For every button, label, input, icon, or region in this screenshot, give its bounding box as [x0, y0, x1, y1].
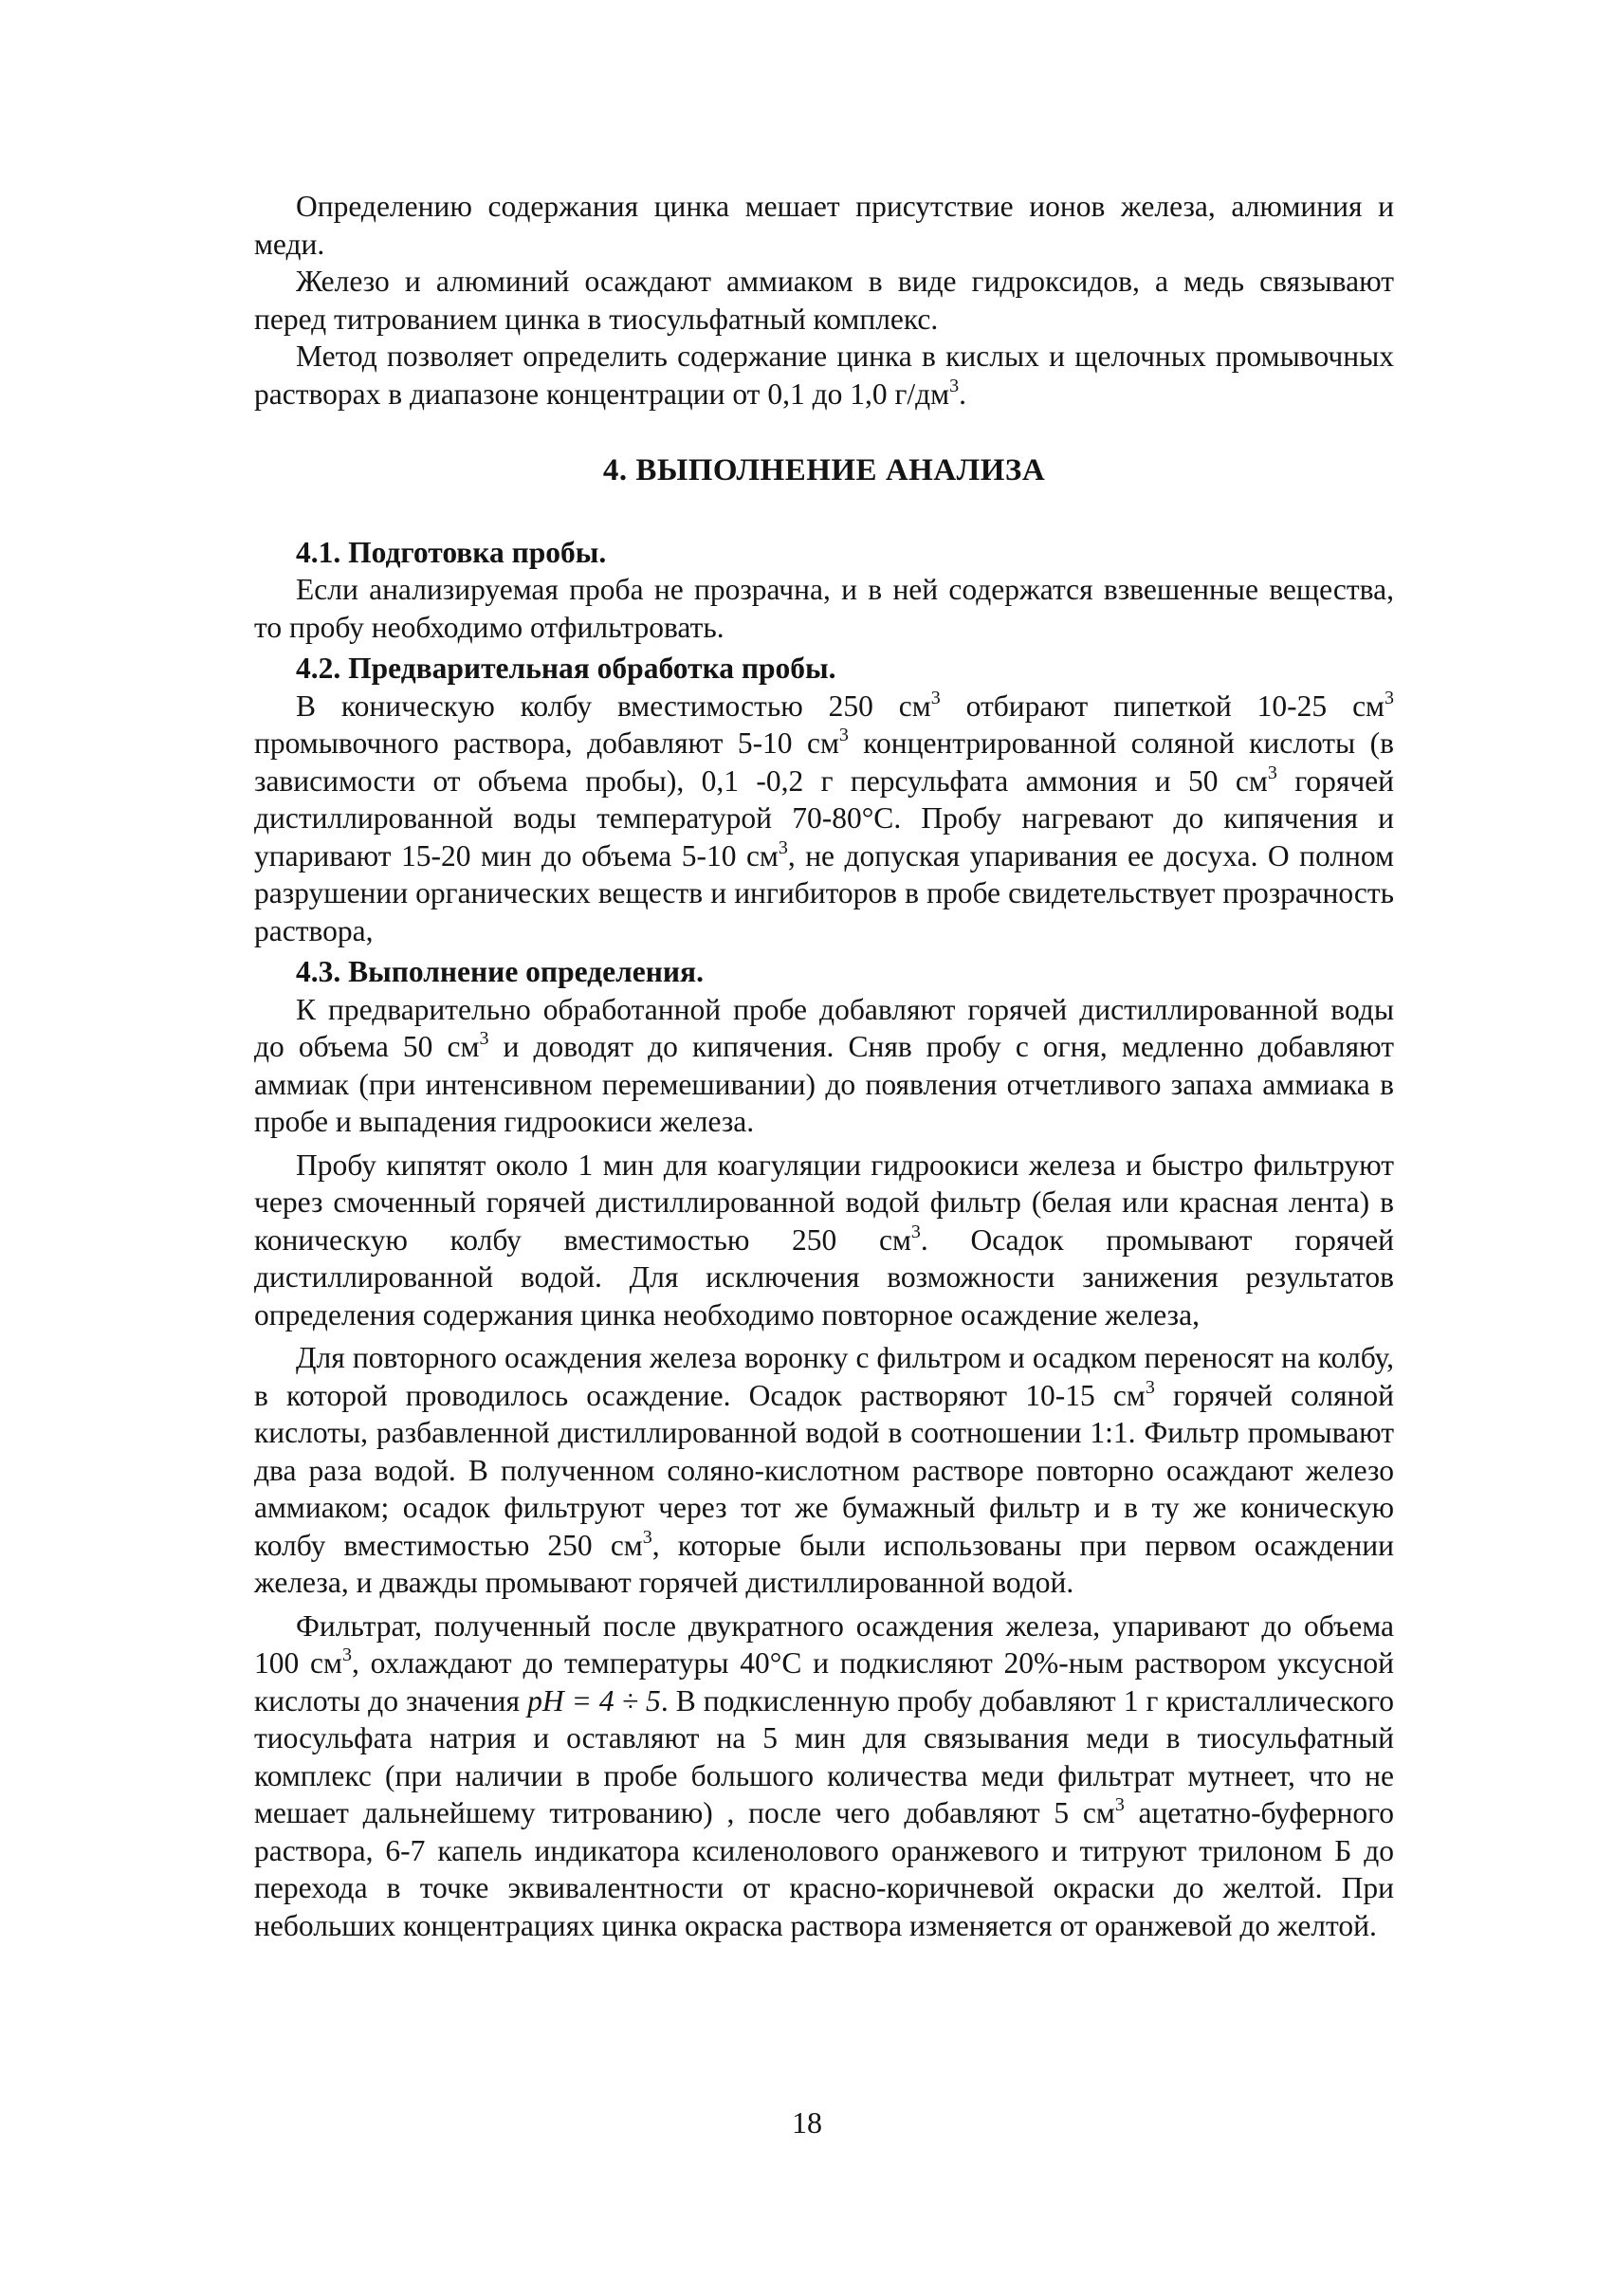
intro-paragraph-2: Железо и алюминий осаждают аммиаком в виде гидроксидов, а медь связывают перед титрованием цинка в тиосульфатный комплекс.	[254, 265, 1394, 336]
intro-paragraph-3: Метод позволяет определить содержание цинка в кислых и щелочных промывочных растворах в диапазоне концентрации от 0,1 до 1,0 $г/дм^3$.	[254, 340, 1394, 411]
section-title: 4. ВЫПОЛНЕНИЕ АНАЛИЗА	[602, 453, 1046, 487]
subsection-4-2-text: В коническую колбу вместимостью 250 $см^3$ отбирают пипеткой 10-25 $см^3$ промывочного раствора, добавляют 5-10 $см^3$ концентрированной соляной кислоты (в зависимости от объема пробы), 0,1 -0,2 г персульфата аммония и 50 $см^3$ горячей дистиллированной воды температурой 70-80°С. Пробу нагревают до кипячения и упаривают 15-20 мин до объема 5-10 $см^3$, не допуская упаривания ее досуха. О полном разрушении органических веществ и ингибиторов в пробе свидетельствует прозрачность раствора,	[254, 687, 1395, 947]
subsection-4-3-paragraph-3: Для повторного осаждения железа воронку с фильтром и осадком переносят на колбу, в которой проводилось осаждение. Осадок растворяют 10-15 $см^3$ горячей соляной кислоты, разбавленной дистиллированной водой в соотношении 1:1. Фильтр промывают два раза водой. В полученном соляно-кислотном растворе повторно осаждают железо аммиаком; осадок фильтруют через тот же бумажный фильтр и в ту же коническую колбу вместимостью 250 $см^3$, которые были использованы при первом осаждении железа, и дважды промывают горячей дистиллированной водой.	[254, 1341, 1394, 1599]
subsection-4-2-title: 4.2. Предварительная обработка пробы.	[296, 652, 836, 685]
subsection-4-3-title: 4.3. Выполнение определения.	[296, 955, 704, 988]
page-number: 18	[792, 2105, 822, 2140]
subsection-4-3-paragraph-1: К предварительно обработанной пробе добавляют горячей дистиллированной воды до объема 50 $см^3$ и доводят до кипячения. Сняв пробу с огня, медленно добавляют аммиак (при интенсивном перемешивании) до появления отчетливого запаха аммиака в пробе и выпадения гидроокиси железа.	[254, 992, 1395, 1138]
subsection-4-3-paragraph-4: Фильтрат, полученный после двукратного осаждения железа, упаривают до объема 100 $см^3$, охлаждают до температуры 40°С и подкисляют 20%-ным раствором уксусной кислоты до значения pH = 4 ÷ 5. В подкисленную пробу добавляют 1 г кристаллического тиосульфата натрия и оставляют на 5 мин для связывания меди в тиосульфатный комплекс (при наличии в пробе большого количества меди фильтрат мутнеет, что не мешает дальнейшему титрованию) , после чего добавляют 5 $см^3$ ацетатно-буферного раствора, 6-7 капель индикатора ксиленолового оранжевого и титруют трилоном Б до перехода в точке эквивалентности от красно-коричневой окраски до желтой. При небольших концентрациях цинка окраска раствора изменяется от оранжевой до желтой.	[254, 1608, 1395, 1942]
superscript-3: 3	[949, 375, 960, 396]
ph-formula: pH = 4 ÷ 5	[527, 1683, 661, 1717]
subsection-4-3-paragraph-2: Пробу кипятят около 1 мин для коагуляции гидроокиси железа и быстро фильтруют через смоченный горячей дистиллированной водой фильтр (белая или красная лента) в коническую колбу вместимостью 250 $см^3$. Осадок промывают горячей дистиллированной водой. Для исключения возможности занижения результатов определения содержания цинка необходимо повторное осаждение железа,	[254, 1148, 1394, 1332]
subsection-4-1-title: 4.1. Подготовка пробы.	[296, 535, 607, 569]
subsection-4-1-text: Если анализируемая проба не прозрачна, и в ней содержатся взвешенные вещества, то пробу необходимо отфильтровать.	[254, 573, 1394, 644]
page-content	[254, 188, 1394, 1944]
intro-paragraph-1: Определению содержания цинка мешает присутствие ионов железа, алюминия и меди.	[254, 190, 1394, 261]
